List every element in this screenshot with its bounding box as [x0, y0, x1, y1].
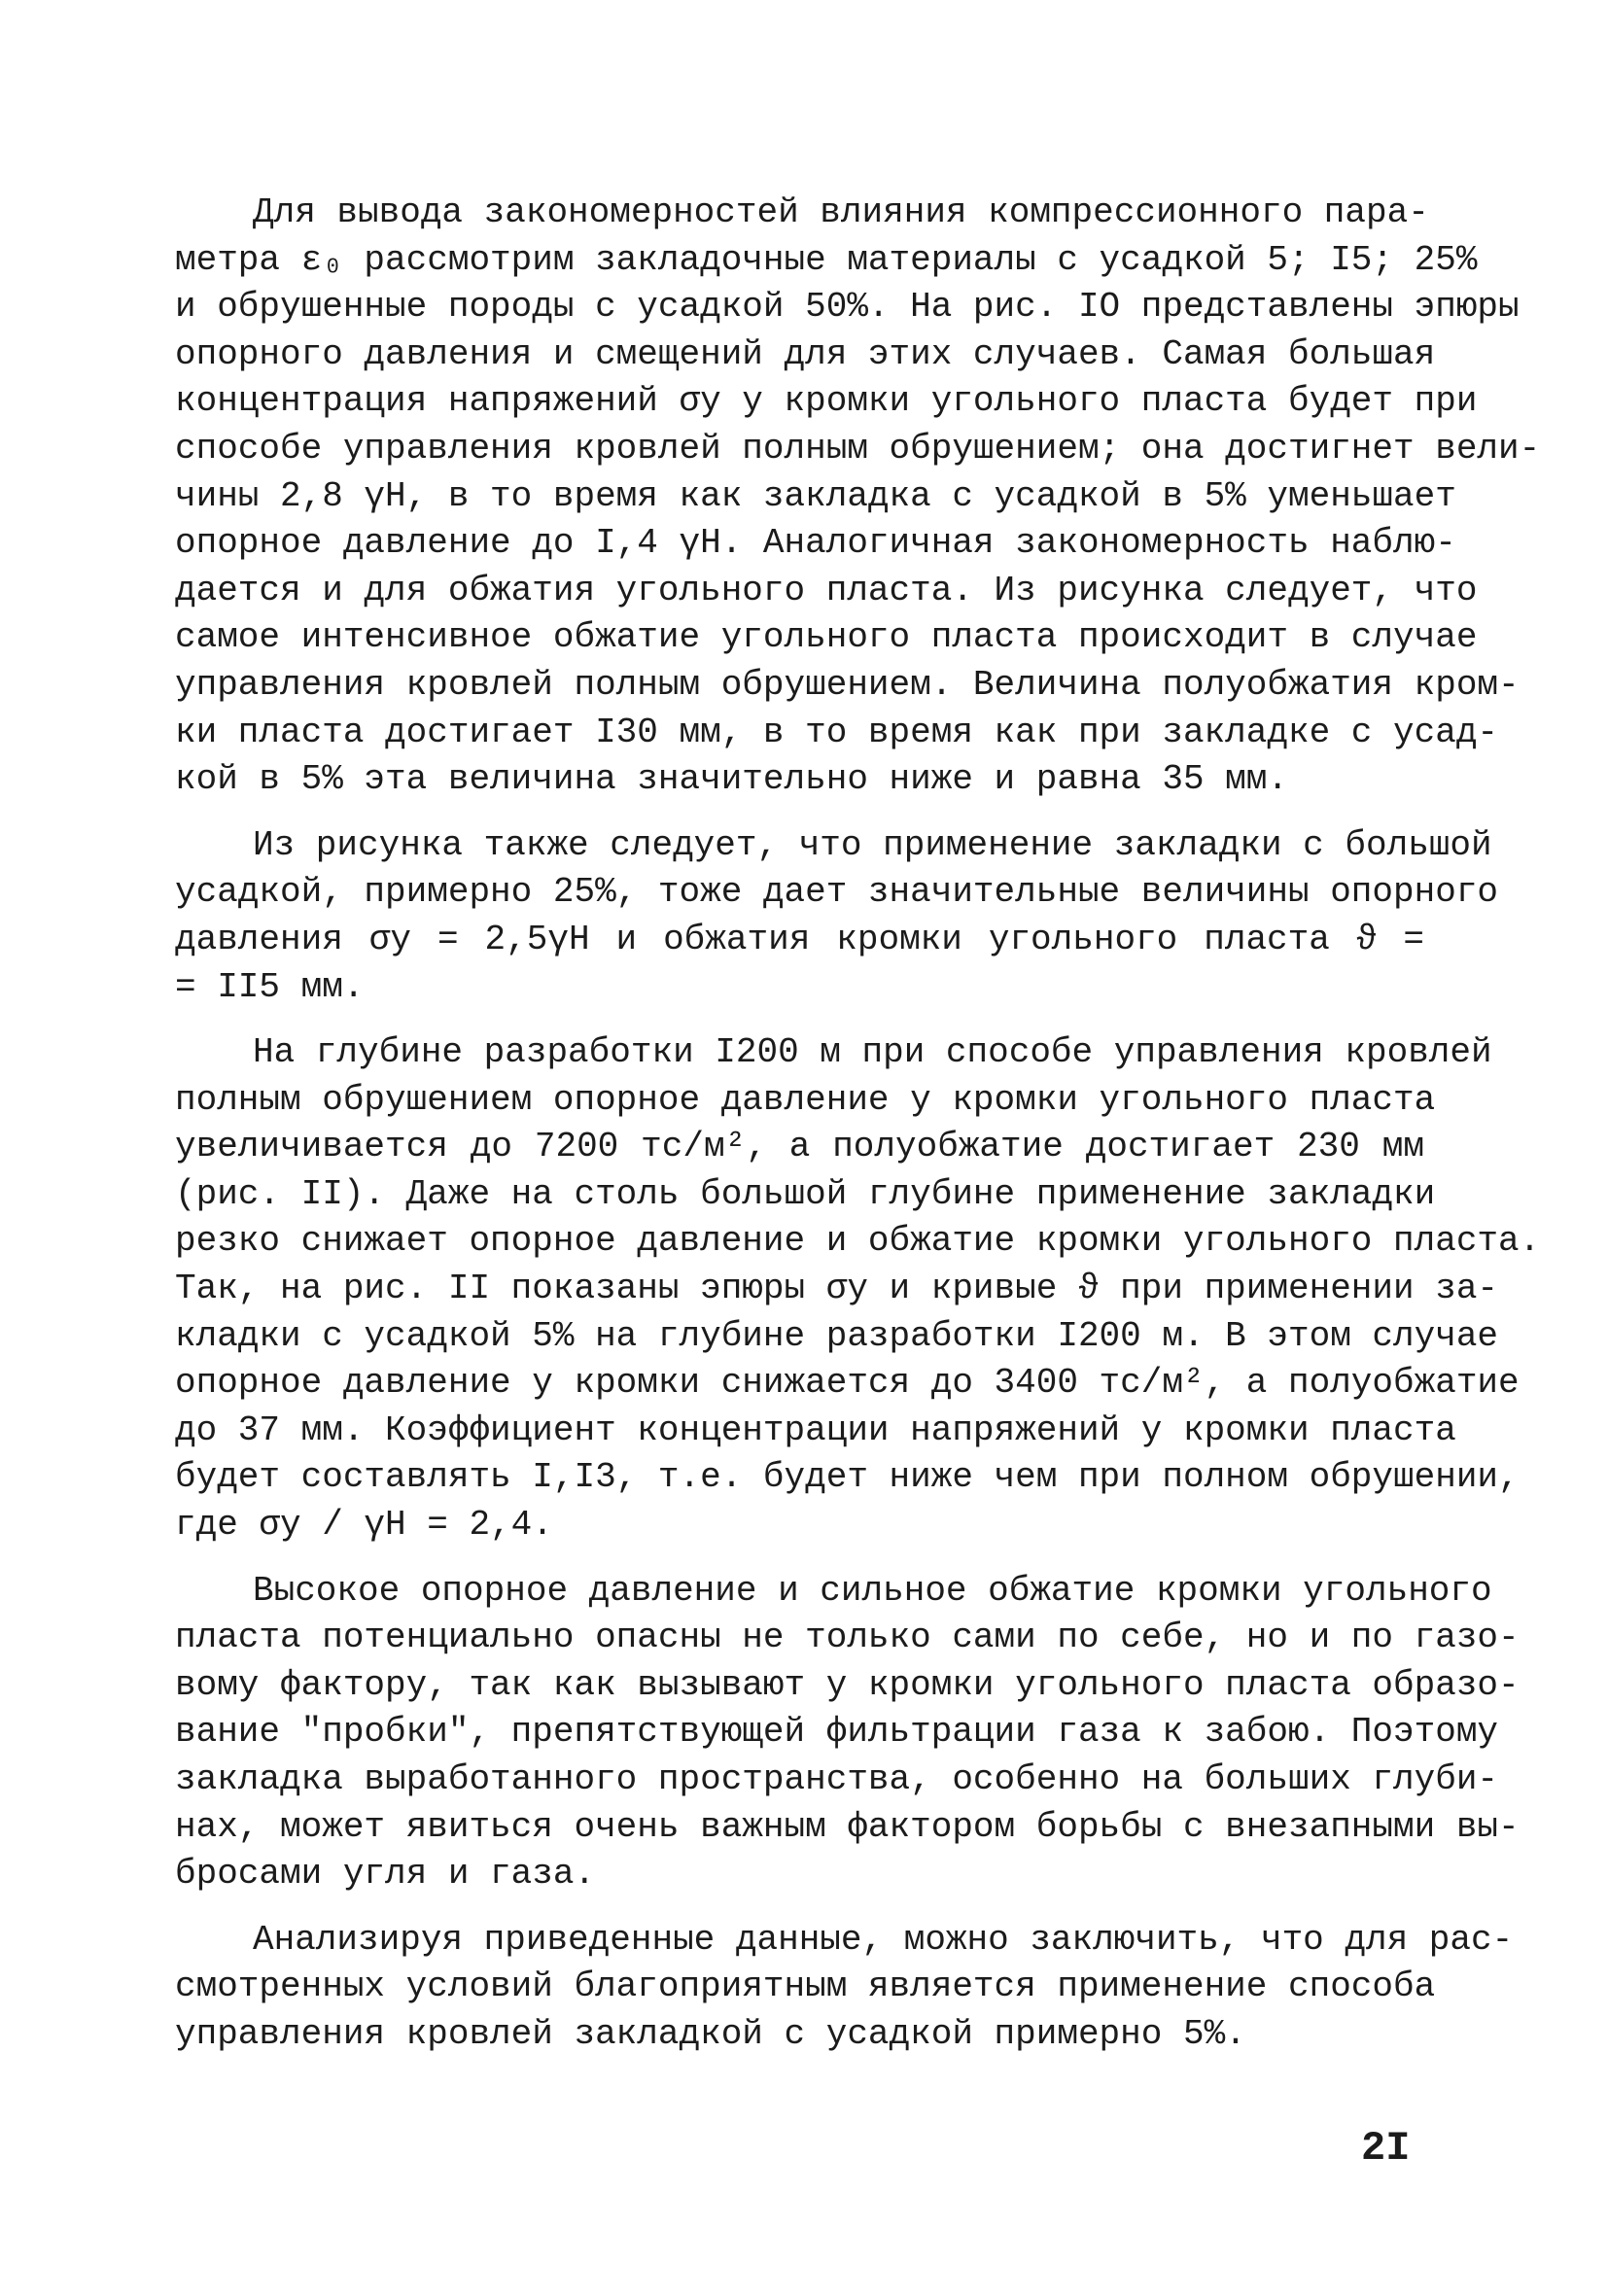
- text-line: кладки с усадкой 5% на глубине разработки I200 м. В этом случае: [175, 1315, 1499, 1356]
- text-line: смотренных условий благоприятным является применение способа: [175, 1966, 1436, 2007]
- text-line: закладка выработанного пространства, особенно на больших глуби-: [175, 1759, 1499, 1799]
- text-line: до 37 мм. Коэффициент концентрации напряжений у кромки пласта: [175, 1409, 1456, 1450]
- text-line: увеличивается до 7200 тс/м², а полуобжатие достигает 230 мм: [175, 1127, 1424, 1167]
- text-line: = II5 мм.: [175, 966, 365, 1007]
- paragraph-4: [175, 1568, 1520, 1898]
- paragraph-5: [175, 1917, 1514, 2059]
- paragraph-1: [175, 190, 1541, 804]
- text-line: Для вывода закономерностей влияния компрессионного пара-: [253, 192, 1429, 232]
- text-line: опорного давления и смещений для этих случаев. Самая большая: [175, 333, 1436, 374]
- text-line: Из рисунка также следует, что применение закладки с большой: [253, 824, 1492, 865]
- text-line: полным обрушением опорное давление у кромки угольного пласта: [175, 1079, 1436, 1120]
- text-line: ки пласта достигает I30 мм, в то время как при закладке с усад-: [175, 712, 1499, 752]
- text-line: Так, на рис. II показаны эпюры σy и кривые ϑ при применении за-: [175, 1269, 1499, 1309]
- paragraph-2: [175, 822, 1499, 1011]
- text-line: Анализируя приведенные данные, можно заключить, что для рас-: [253, 1919, 1514, 1960]
- text-line: опорное давление у кромки снижается до 3400 тс/м², а полуобжатие: [175, 1363, 1520, 1404]
- text-line: давления σy = 2,5γH и обжатия кромки угольного пласта ϑ =: [175, 919, 1424, 959]
- text-line: самое интенсивное обжатие угольного пласта происходит в случае: [175, 617, 1478, 658]
- text-line: нах, может явиться очень важным фактором борьбы с внезапными вы-: [175, 1806, 1520, 1847]
- text-line: усадкой, примерно 25%, тоже дает значительные величины опорного: [175, 872, 1499, 913]
- text-line: (рис. II). Даже на столь большой глубине применение закладки: [175, 1173, 1436, 1214]
- text-line: метра ε₀ рассмотрим закладочные материалы с усадкой 5; I5; 25%: [175, 239, 1478, 280]
- text-line: бросами угля и газа.: [175, 1854, 596, 1895]
- text-line: управления кровлей закладкой с усадкой примерно 5%.: [175, 2013, 1246, 2054]
- text-line: дается и для обжатия угольного пласта. Из рисунка следует, что: [175, 570, 1478, 610]
- text-line: пласта потенциально опасны не только сами по себе, но и по газо-: [175, 1618, 1520, 1658]
- text-line: и обрушенные породы с усадкой 50%. На рис. IO представлены эпюры: [175, 287, 1520, 328]
- text-line: будет составлять I,I3, т.е. будет ниже чем при полном обрушении,: [175, 1457, 1520, 1498]
- text-line: концентрация напряжений σy у кромки угольного пласта будет при: [175, 381, 1478, 422]
- text-line: вание "пробки", препятствующей фильтрации газа к забою. Поэтому: [175, 1712, 1499, 1753]
- text-line: опорное давление до I,4 γH. Аналогичная закономерность наблю-: [175, 523, 1456, 564]
- text-line: способе управления кровлей полным обрушением; она достигнет вели-: [175, 428, 1541, 469]
- text-line: кой в 5% эта величина значительно ниже и равна 35 мм.: [175, 759, 1288, 800]
- paragraph-3: [175, 1029, 1541, 1549]
- text-line: управления кровлей полным обрушением. Величина полуобжатия кром-: [175, 664, 1520, 705]
- text-line: Высокое опорное давление и сильное обжатие кромки угольного: [253, 1570, 1492, 1611]
- text-line: вому фактору, так как вызывают у кромки угольного пласта образо-: [175, 1664, 1520, 1705]
- text-line: где σy / γH = 2,4.: [175, 1505, 553, 1546]
- page-number: 2I: [1361, 2125, 1411, 2172]
- text-line: На глубине разработки I200 м при способе управления кровлей: [253, 1032, 1492, 1073]
- text-line: чины 2,8 γH, в то время как закладка с усадкой в 5% уменьшает: [175, 475, 1456, 516]
- document-body: [175, 190, 1541, 2077]
- text-line: резко снижает опорное давление и обжатие кромки угольного пласта.: [175, 1221, 1541, 1262]
